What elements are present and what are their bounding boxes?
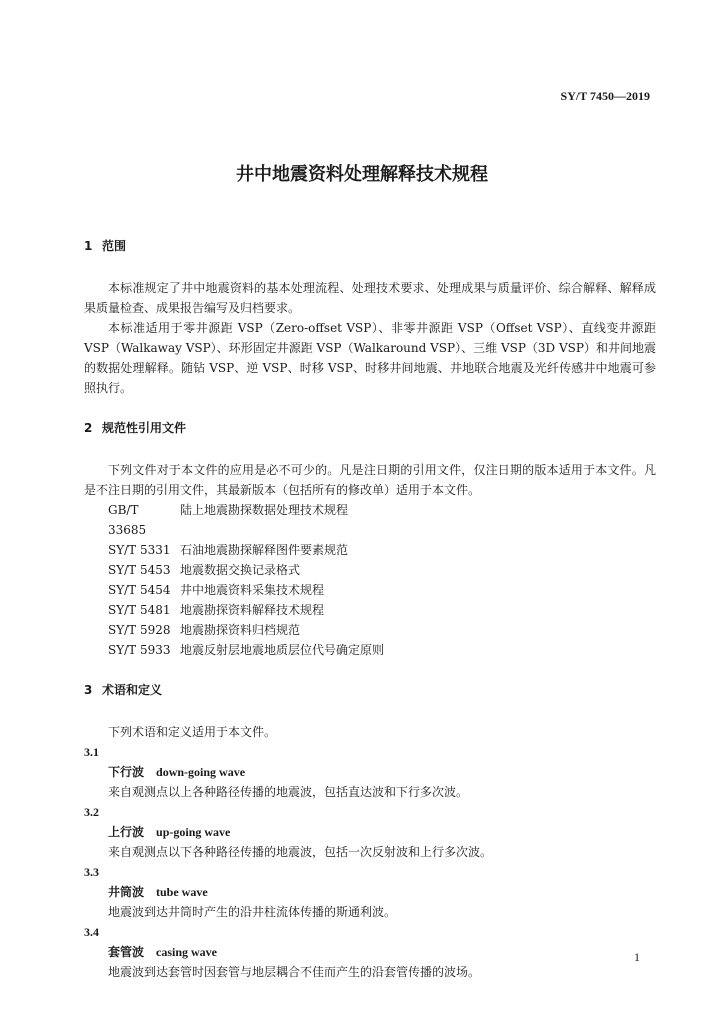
reference-item xyxy=(84,640,656,660)
section-number: 2 xyxy=(84,421,93,435)
reference-item xyxy=(84,600,656,620)
section-title: 术语和定义 xyxy=(102,683,163,697)
terms-intro: 下列术语和定义适用于本文件。 xyxy=(108,725,277,739)
section-number: 1 xyxy=(84,239,93,253)
reference-item xyxy=(84,540,656,560)
term-entry xyxy=(84,922,656,982)
references-intro: 下列文件对于本文件的应用是必不可少的。凡是注日期的引用文件，仅注日期的版本适用于本文件。凡是不注日期的引用文件，其最新版本（包括所有的修改单）适用于本文件。 xyxy=(84,463,656,497)
reference-name: 石油地震勘探解释图件要素规范 xyxy=(180,543,349,557)
section-heading-scope xyxy=(84,236,656,256)
terms-list xyxy=(84,742,656,982)
term-en: tube wave xyxy=(156,885,208,899)
term-title xyxy=(84,822,656,842)
references-list xyxy=(84,500,656,660)
term-definition: 地震波到达井筒时产生的沿井柱流体传播的斯通利波。 xyxy=(108,905,397,919)
term-en: up-going wave xyxy=(156,825,231,839)
reference-item xyxy=(84,580,656,600)
term-number: 3.2 xyxy=(84,805,99,819)
reference-name: 井中地震资料采集技术规程 xyxy=(180,583,325,597)
term-number: 3.4 xyxy=(84,925,99,939)
term-title xyxy=(84,762,656,782)
term-definition: 来自观测点以下各种路径传播的地震波，包括一次反射波和上行多次波。 xyxy=(108,845,493,859)
section-number: 3 xyxy=(84,683,93,697)
reference-code: SY/T 5481 xyxy=(108,603,171,617)
page-number: 1 xyxy=(634,950,640,964)
term-definition: 地震波到达套管时因套管与地层耦合不佳而产生的沿套管传播的波场。 xyxy=(108,965,481,979)
reference-code: SY/T 5453 xyxy=(108,563,171,577)
term-en: casing wave xyxy=(156,945,218,959)
term-entry xyxy=(84,862,656,922)
section-heading-references xyxy=(84,418,656,438)
reference-name: 地震数据交换记录格式 xyxy=(180,563,301,577)
document-body xyxy=(84,236,656,982)
term-number: 3.3 xyxy=(84,865,99,879)
section-title: 规范性引用文件 xyxy=(102,421,187,435)
section-heading-terms xyxy=(84,680,656,700)
term-title xyxy=(84,942,656,962)
reference-code: SY/T 5928 xyxy=(108,623,171,637)
reference-name: 地震反射层地震地质层位代号确定原则 xyxy=(180,643,385,657)
reference-item xyxy=(84,620,656,640)
reference-code: SY/T 5331 xyxy=(108,543,171,557)
reference-name: 地震勘探资料解释技术规程 xyxy=(180,603,325,617)
document-title: 井中地震资料处理解释技术规程 xyxy=(236,164,488,185)
reference-code: SY/T 5933 xyxy=(108,643,171,657)
reference-item xyxy=(84,500,656,540)
term-en: down-going wave xyxy=(156,765,246,779)
term-zh: 上行波 xyxy=(108,825,145,839)
reference-code: SY/T 5454 xyxy=(108,583,171,597)
reference-code: GB/T 33685 xyxy=(108,503,147,537)
reference-name: 地震勘探资料归档规范 xyxy=(180,623,301,637)
term-zh: 套管波 xyxy=(108,945,145,959)
term-number: 3.1 xyxy=(84,745,99,759)
term-entry xyxy=(84,742,656,802)
term-definition: 来自观测点以上各种路径传播的地震波，包括直达波和下行多次波。 xyxy=(108,785,469,799)
term-zh: 下行波 xyxy=(108,765,145,779)
standard-code: SY/T 7450—2019 xyxy=(560,89,650,103)
term-zh: 井筒波 xyxy=(108,885,145,899)
reference-name: 陆上地震勘探数据处理技术规程 xyxy=(180,503,349,517)
scope-paragraph-1: 本标准规定了井中地震资料的基本处理流程、处理技术要求、处理成果与质量评价、综合解释、解释成果质量检查、成果报告编写及归档要求。 xyxy=(84,281,656,315)
term-entry xyxy=(84,802,656,862)
section-title: 范围 xyxy=(102,239,127,253)
reference-item xyxy=(84,560,656,580)
term-title xyxy=(84,882,656,902)
scope-paragraph-2: 本标准适用于零井源距 VSP（Zero-offset VSP）、非零井源距 VSP（Offset VSP）、直线变井源距 VSP（Walkaway VSP）、环形固定井源距 VSP（Walkaround VSP）、三维 VSP（3D VSP）和井间地震的数据处理解释。随钻 VSP、逆 VSP、时移 VSP、时移井间地震、井地联合地震及光纤传感井中地震可参照执行。 xyxy=(84,321,656,395)
